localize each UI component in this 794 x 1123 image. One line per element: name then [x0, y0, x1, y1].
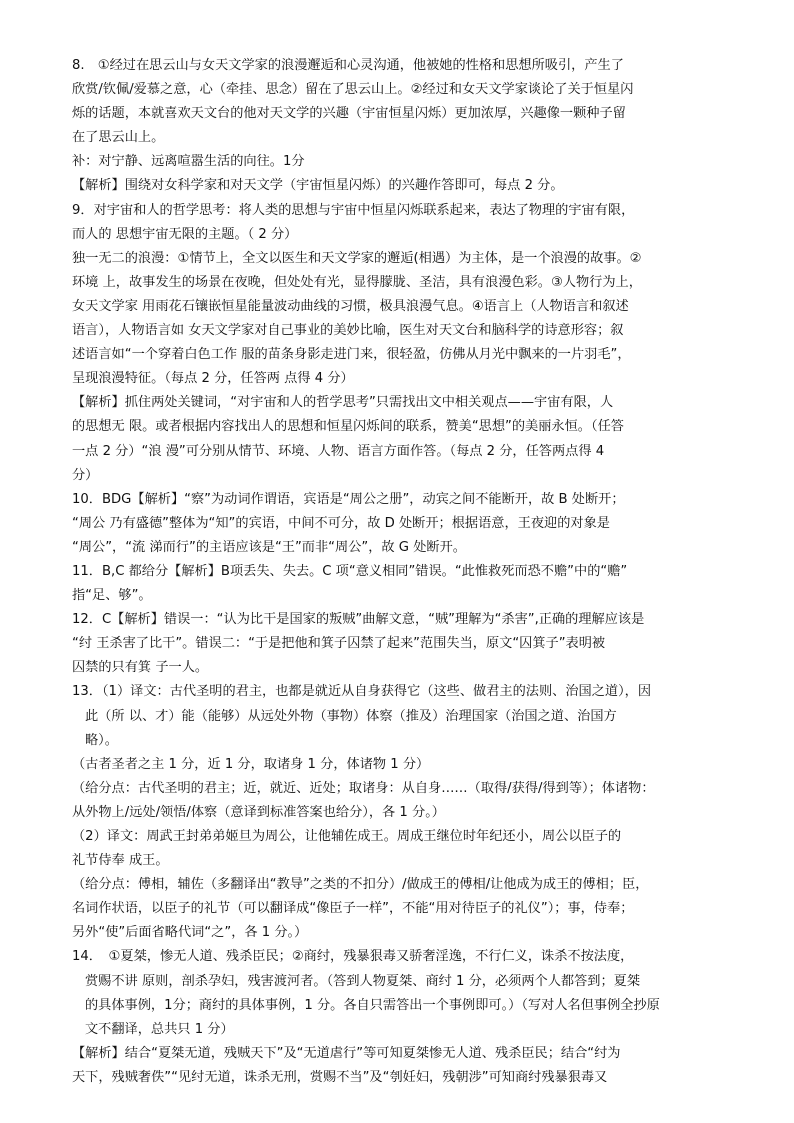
q12-line-3: 囚禁的只有箕 子一人。: [72, 660, 209, 676]
q9-analysis-3: 一点 2 分）“浪 漫”可分别从情节、环境、人物、语言方面作答。（每点 2 分，任答两点得 4: [72, 443, 605, 459]
q9-line-2: 而人的 思想宇宙无限的主题。（ 2 分）: [72, 226, 298, 242]
q8-line-4: 在了思云山上。: [72, 130, 165, 146]
q8-line-2: 欣赏/钦佩/爱慕之意，心（牵挂、思念）留在了思云山上。②经过和女天文学家谈论了关于恒星闪: [72, 82, 634, 98]
q9-line-6: 语言），人物语言如 女天文学家对自己事业的美妙比喻，医生对天文台和脑科学的诗意形容；叙: [72, 323, 624, 339]
q11-line-2: 指“足、够”。: [72, 588, 152, 604]
q9-line-4: 环境 上，故事发生的场景在夜晚，但处处有光，显得朦胧、圣洁，具有浪漫色彩。③人物行为上，: [72, 274, 642, 290]
q9-line-7: 述语言如“一个穿着白色工作 服的苗条身影走进门来，很轻盈，仿佛从月光中飘来的一片羽毛”，: [72, 347, 631, 363]
q13-line-2: 此（所 以、才）能（能够）从远处外物（事物）体察（推及）治理国家（治国之道、治国方: [85, 708, 617, 724]
q13-scoring-3: 从外物上/远处/领悟/体察（意译到标准答案也给分），各 1 分。）: [72, 804, 445, 820]
q12-line-2: “纣 王杀害了比干”。错误二：“于是把他和箕子囚禁了起来”范围失当，原文“囚箕子”表明被: [72, 636, 606, 652]
q9-analysis-4: 分）: [72, 467, 99, 483]
q12-line-1: 12．C【解析】错误一：“认为比干是国家的叛贼”曲解文意，“贼”理解为“杀害”,正确的理解应该是: [72, 612, 645, 628]
q14-analysis-2: 天下，残贼奢佚”“见纣无道，诛杀无刑，赏赐不当”及“刳妊妇，残朝涉”可知商纣残暴狠毒又: [72, 1069, 608, 1085]
q13-scoring-2: （给分点：古代圣明的君主；近，就近、近处；取诸身：从自身……（取得/获得/得到等）；体诸物：: [72, 780, 655, 796]
q14-line-4: 文不翻译，总共只 1 分）: [85, 1021, 234, 1037]
q9-line-1: 9．对宇宙和人的哲学思考：将人类的思想与宇宙中恒星闪烁联系起来，表达了物理的宇宙有限，: [72, 202, 635, 218]
q13-2-scoring-1: （给分点：傅相，辅佐（多翻译出“教导”之类的不扣分）/做成王的傅相/让他成为成王的傅相；臣，: [72, 877, 649, 893]
q13-2-line-2: 礼节侍奉 成王。: [72, 853, 169, 869]
q13-2-scoring-3: 另外“使”后面省略代词“之”，各 1 分。）: [72, 925, 308, 941]
q8-supplement: 补：对宁静、远离喧嚣生活的向往。1分: [72, 154, 305, 170]
q13-scoring-1: （古者圣者之主 1 分，近 1 分，取诸身 1 分，体诸物 1 分）: [72, 756, 430, 772]
q8-line-3: 烁的话题，本就喜欢天文台的他对天文学的兴趣（宇宙恒星闪烁）更加浓厚，兴趣像一颗种子留: [72, 106, 626, 122]
q9-analysis-2: 的思想无 限。或者根据内容找出人的思想和恒星闪烁间的联系，赞美“思想”的美丽永恒。（任答: [72, 419, 624, 435]
q14-line-2: 赏赐不讲 原则，剖杀孕妇，残害渡河者。（答到人物夏桀、商纣 1 分，必须两个人都答到；夏桀: [85, 973, 641, 989]
q10-line-3: “周公”，“流 涕而行”的主语应该是“王”而非“周公”，故 G 处断开。: [72, 539, 466, 555]
q11-line-1: 11．B,C 都给分【解析】B项丢失、失去。C 项“意义相同”错误。“此惟救死而恐不赡”中的“赡”: [72, 563, 628, 579]
q13-2-line-1: （2）译文：周武王封弟弟姬旦为周公，让他辅佐成王。周成王继位时年纪还小，周公以臣子的: [72, 829, 622, 844]
q8-analysis: 【解析】围绕对女科学家和对天文学（宇宙恒星闪烁）的兴趣作答即可，每点 2 分。: [72, 178, 564, 194]
q9-line-8: 呈现浪漫特征。（每点 2 分，任答两 点得 4 分）: [72, 371, 354, 387]
q13-line-1: 13．（1）译文：古代圣明的君主，也都是就近从自身获得它（这些、做君主的法则、治国之道），因: [72, 684, 652, 700]
q13-2-scoring-2: 名词作状语，以臣子的礼节（可以翻译成“像臣子一样”，不能“用对待臣子的礼仪”）；事，侍奉；: [72, 901, 634, 917]
q8-line-1: 8. ①经过在思云山与女天文学家的浪漫邂逅和心灵沟通，他被她的性格和思想所吸引，产生了: [72, 58, 624, 73]
q9-line-5: 女天文学家 用雨花石镶嵌恒星能量波动曲线的习惯，极具浪漫气息。④语言上（人物语言和叙述: [72, 298, 629, 314]
q14-line-3: 的具体事例，1分；商纣的具体事例，1 分。各自只需答出一个事例即可。）（写对人名但事例全抄原: [85, 997, 660, 1013]
q10-line-2: “周公 乃有盛德”整体为“知”的宾语，中间不可分，故 D 处断开；根据语意，王夜迎的对象是: [72, 515, 610, 531]
answer-document: [72, 54, 734, 1090]
q9-line-3: 独一无二的浪漫：①情节上，全文以医生和天文学家的邂逅(相遇）为主体，是一个浪漫的故事。②: [72, 250, 642, 266]
q9-analysis-1: 【解析】抓住两处关键词，“对宇宙和人的哲学思考”只需找出文中相关观点——宇宙有限，人: [72, 395, 614, 411]
q14-analysis-1: 【解析】结合“夏桀无道，残贼天下”及“无道虐行”等可知夏桀惨无人道、残杀臣民；结合“纣为: [72, 1045, 621, 1061]
q13-line-3: 略）。: [85, 732, 118, 748]
q14-line-1: 14． ①夏桀，惨无人道、残杀臣民；②商纣，残暴狠毒又骄奢淫逸，不行仁义，诛杀不按法度，: [72, 949, 634, 965]
q10-line-1: 10．BDG【解析】“察”为动词作谓语，宾语是“周公之册”，动宾之间不能断开，故 B 处断开；: [72, 491, 625, 507]
